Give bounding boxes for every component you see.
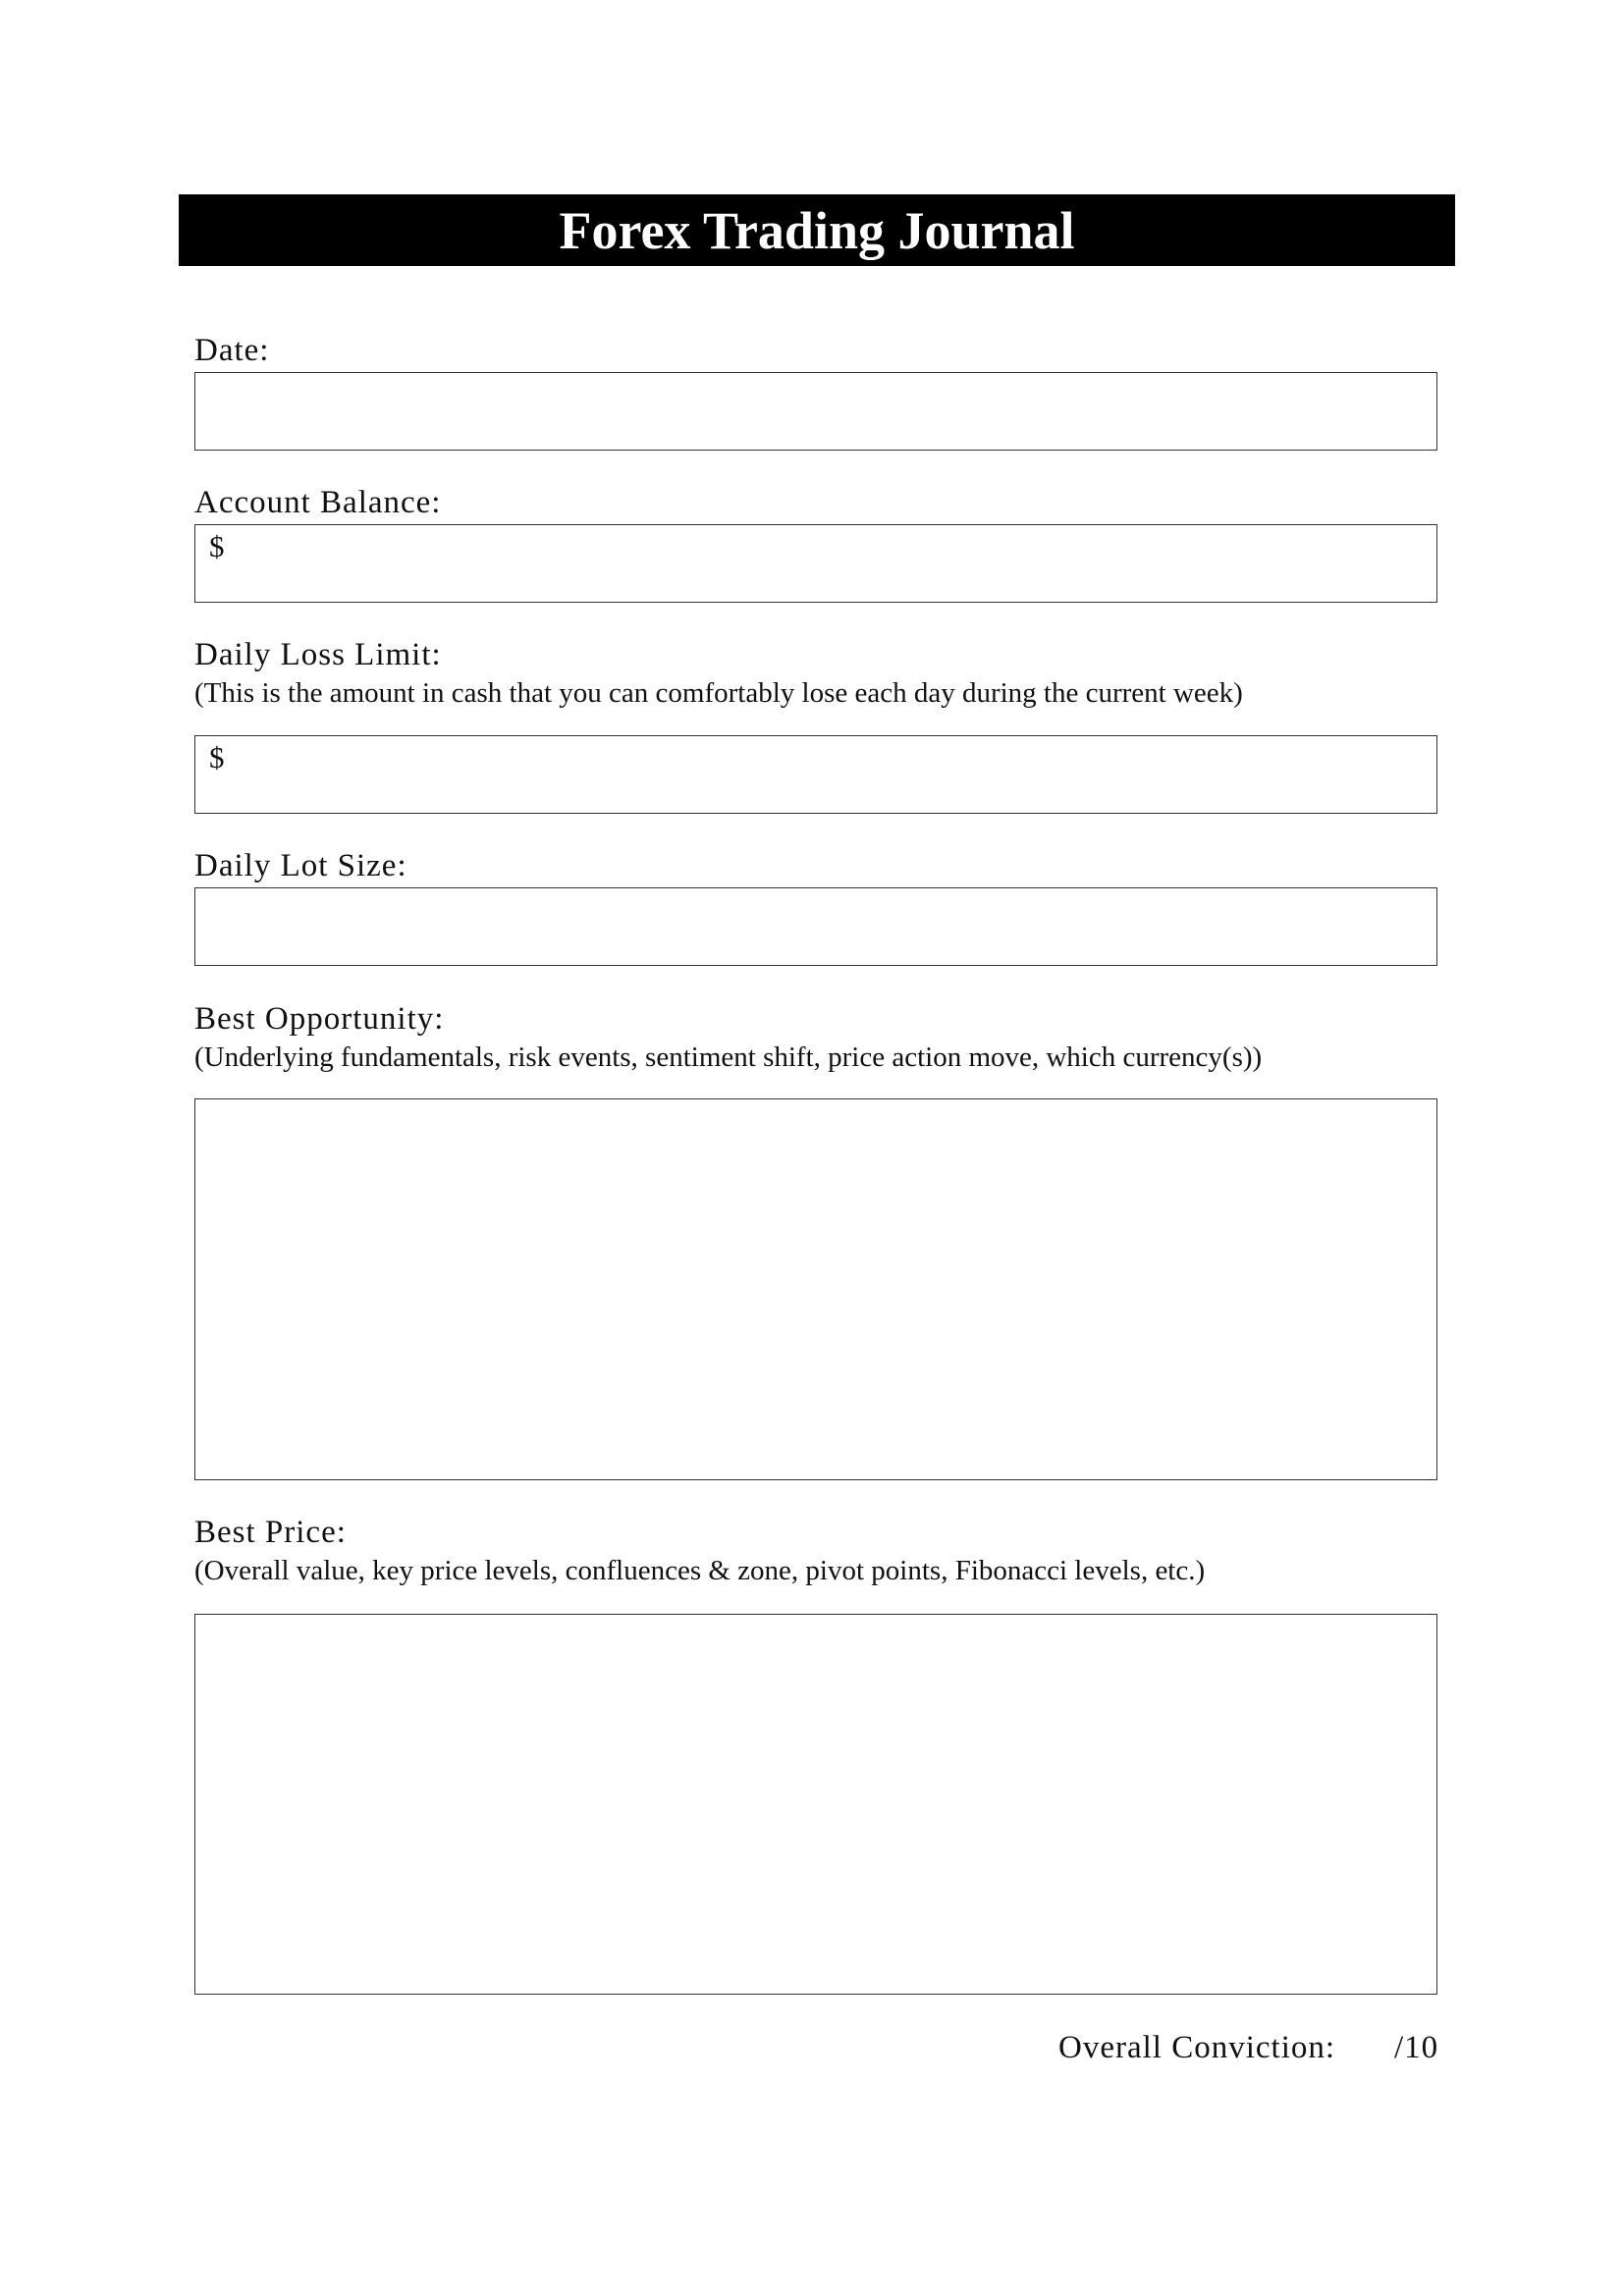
account-balance-label: Account Balance: — [194, 485, 442, 520]
date-field[interactable] — [194, 372, 1437, 451]
daily-loss-limit-hint: (This is the amount in cash that you can comfortably lose each day during the current week) — [194, 677, 1243, 709]
date-label: Date: — [194, 333, 270, 368]
conviction-scale: /10 — [1394, 2030, 1439, 2065]
daily-loss-limit-label: Daily Loss Limit: — [194, 637, 442, 672]
daily-loss-limit-field[interactable] — [194, 735, 1437, 814]
title-bar — [179, 194, 1455, 266]
account-balance-field[interactable] — [194, 524, 1437, 603]
best-price-label: Best Price: — [194, 1515, 347, 1550]
best-opportunity-label: Best Opportunity: — [194, 1001, 445, 1037]
best-price-hint: (Overall value, key price levels, confluences & zone, pivot points, Fibonacci levels, etc.) — [194, 1555, 1206, 1586]
best-opportunity-field[interactable] — [194, 1098, 1437, 1480]
best-opportunity-hint: (Underlying fundamentals, risk events, sentiment shift, price action move, which currency(s)) — [194, 1041, 1263, 1073]
daily-lot-size-label: Daily Lot Size: — [194, 848, 407, 883]
daily-lot-size-field[interactable] — [194, 887, 1437, 966]
best-price-field[interactable] — [194, 1614, 1437, 1995]
currency-prefix: $ — [209, 529, 225, 563]
conviction-label: Overall Conviction: — [1058, 2030, 1336, 2065]
currency-prefix: $ — [209, 740, 225, 774]
page-title: Forex Trading Journal — [559, 200, 1075, 260]
